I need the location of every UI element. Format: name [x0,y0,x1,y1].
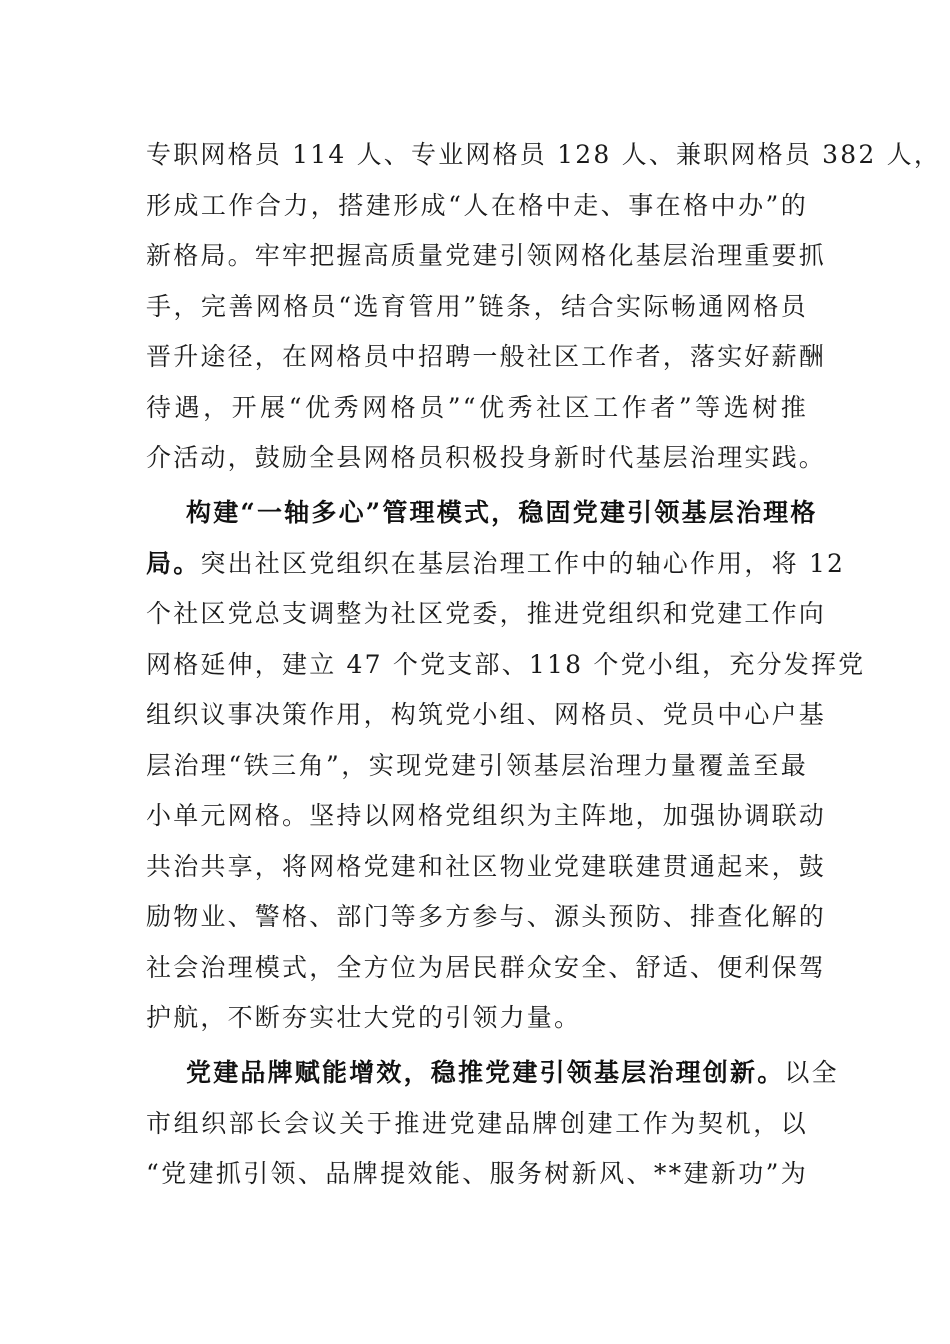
text-line [146,1048,839,1099]
text-line: “党建抓引领、品牌提效能、服务树新风、**建新功”为 [146,1159,808,1188]
text-line: 护航，不断夯实壮大党的引领力量。 [146,1003,582,1032]
section-heading: 构建“一轴多心”管理模式，稳固党建引领基层治理格 [186,498,818,527]
text-line: 组织议事决策作用，构筑党小组、网格员、党员中心户基 [146,700,827,729]
section-heading: 党建品牌赋能增效，稳推党建引领基层治理创新。 [186,1058,785,1087]
text-line: 待遇，开展“优秀网格员”“优秀社区工作者”等选树推 [146,392,808,422]
text-line: 社会治理模式，全方位为居民群众安全、舒适、便利保驾 [146,952,827,982]
text-run: 以全 [784,1058,839,1087]
paragraph-management-model [146,488,866,1044]
text-line: 层治理“铁三角”，实现党建引领基层治理力量覆盖至最 [146,750,808,780]
section-heading-end: 局。 [146,548,201,578]
text-line: 共治共享，将网格党建和社区物业党建联建贯通起来，鼓 [146,851,827,881]
paragraph-party-brand [146,1048,839,1200]
text-run: 突出社区党组织在基层治理工作中的轴心作用，将 12 [200,548,846,578]
text-line: 专职网格员 114 人、专业网格员 128 人、兼职网格员 382 人， [146,140,942,169]
text-line: 市组织部长会议关于推进党建品牌创建工作为契机，以 [146,1108,808,1138]
text-line: 手，完善网格员“选育管用”链条，结合实际畅通网格员 [146,291,808,321]
text-line: 小单元网格。坚持以网格党组织为主阵地，加强协调联动 [146,801,827,830]
text-line: 晋升途径，在网格员中招聘一般社区工作者，落实好薪酬 [146,342,827,371]
text-line: 励物业、警格、部门等多方参与、源头预防、排查化解的 [146,902,827,931]
text-line: 形成工作合力，搭建形成“人在格中走、事在格中办”的 [146,190,808,220]
text-line: 网格延伸，建立 47 个党支部、118 个党小组，充分发挥党 [146,649,866,679]
paragraph-grid-workers [146,130,942,484]
text-line: 个社区党总支调整为社区党委，推进党组织和党建工作向 [146,599,827,628]
text-line: 介活动，鼓励全县网格员积极投身新时代基层治理实践。 [146,443,827,472]
text-line: 新格局。牢牢把握高质量党建引领网格化基层治理重要抓 [146,241,827,270]
text-line [146,539,846,590]
